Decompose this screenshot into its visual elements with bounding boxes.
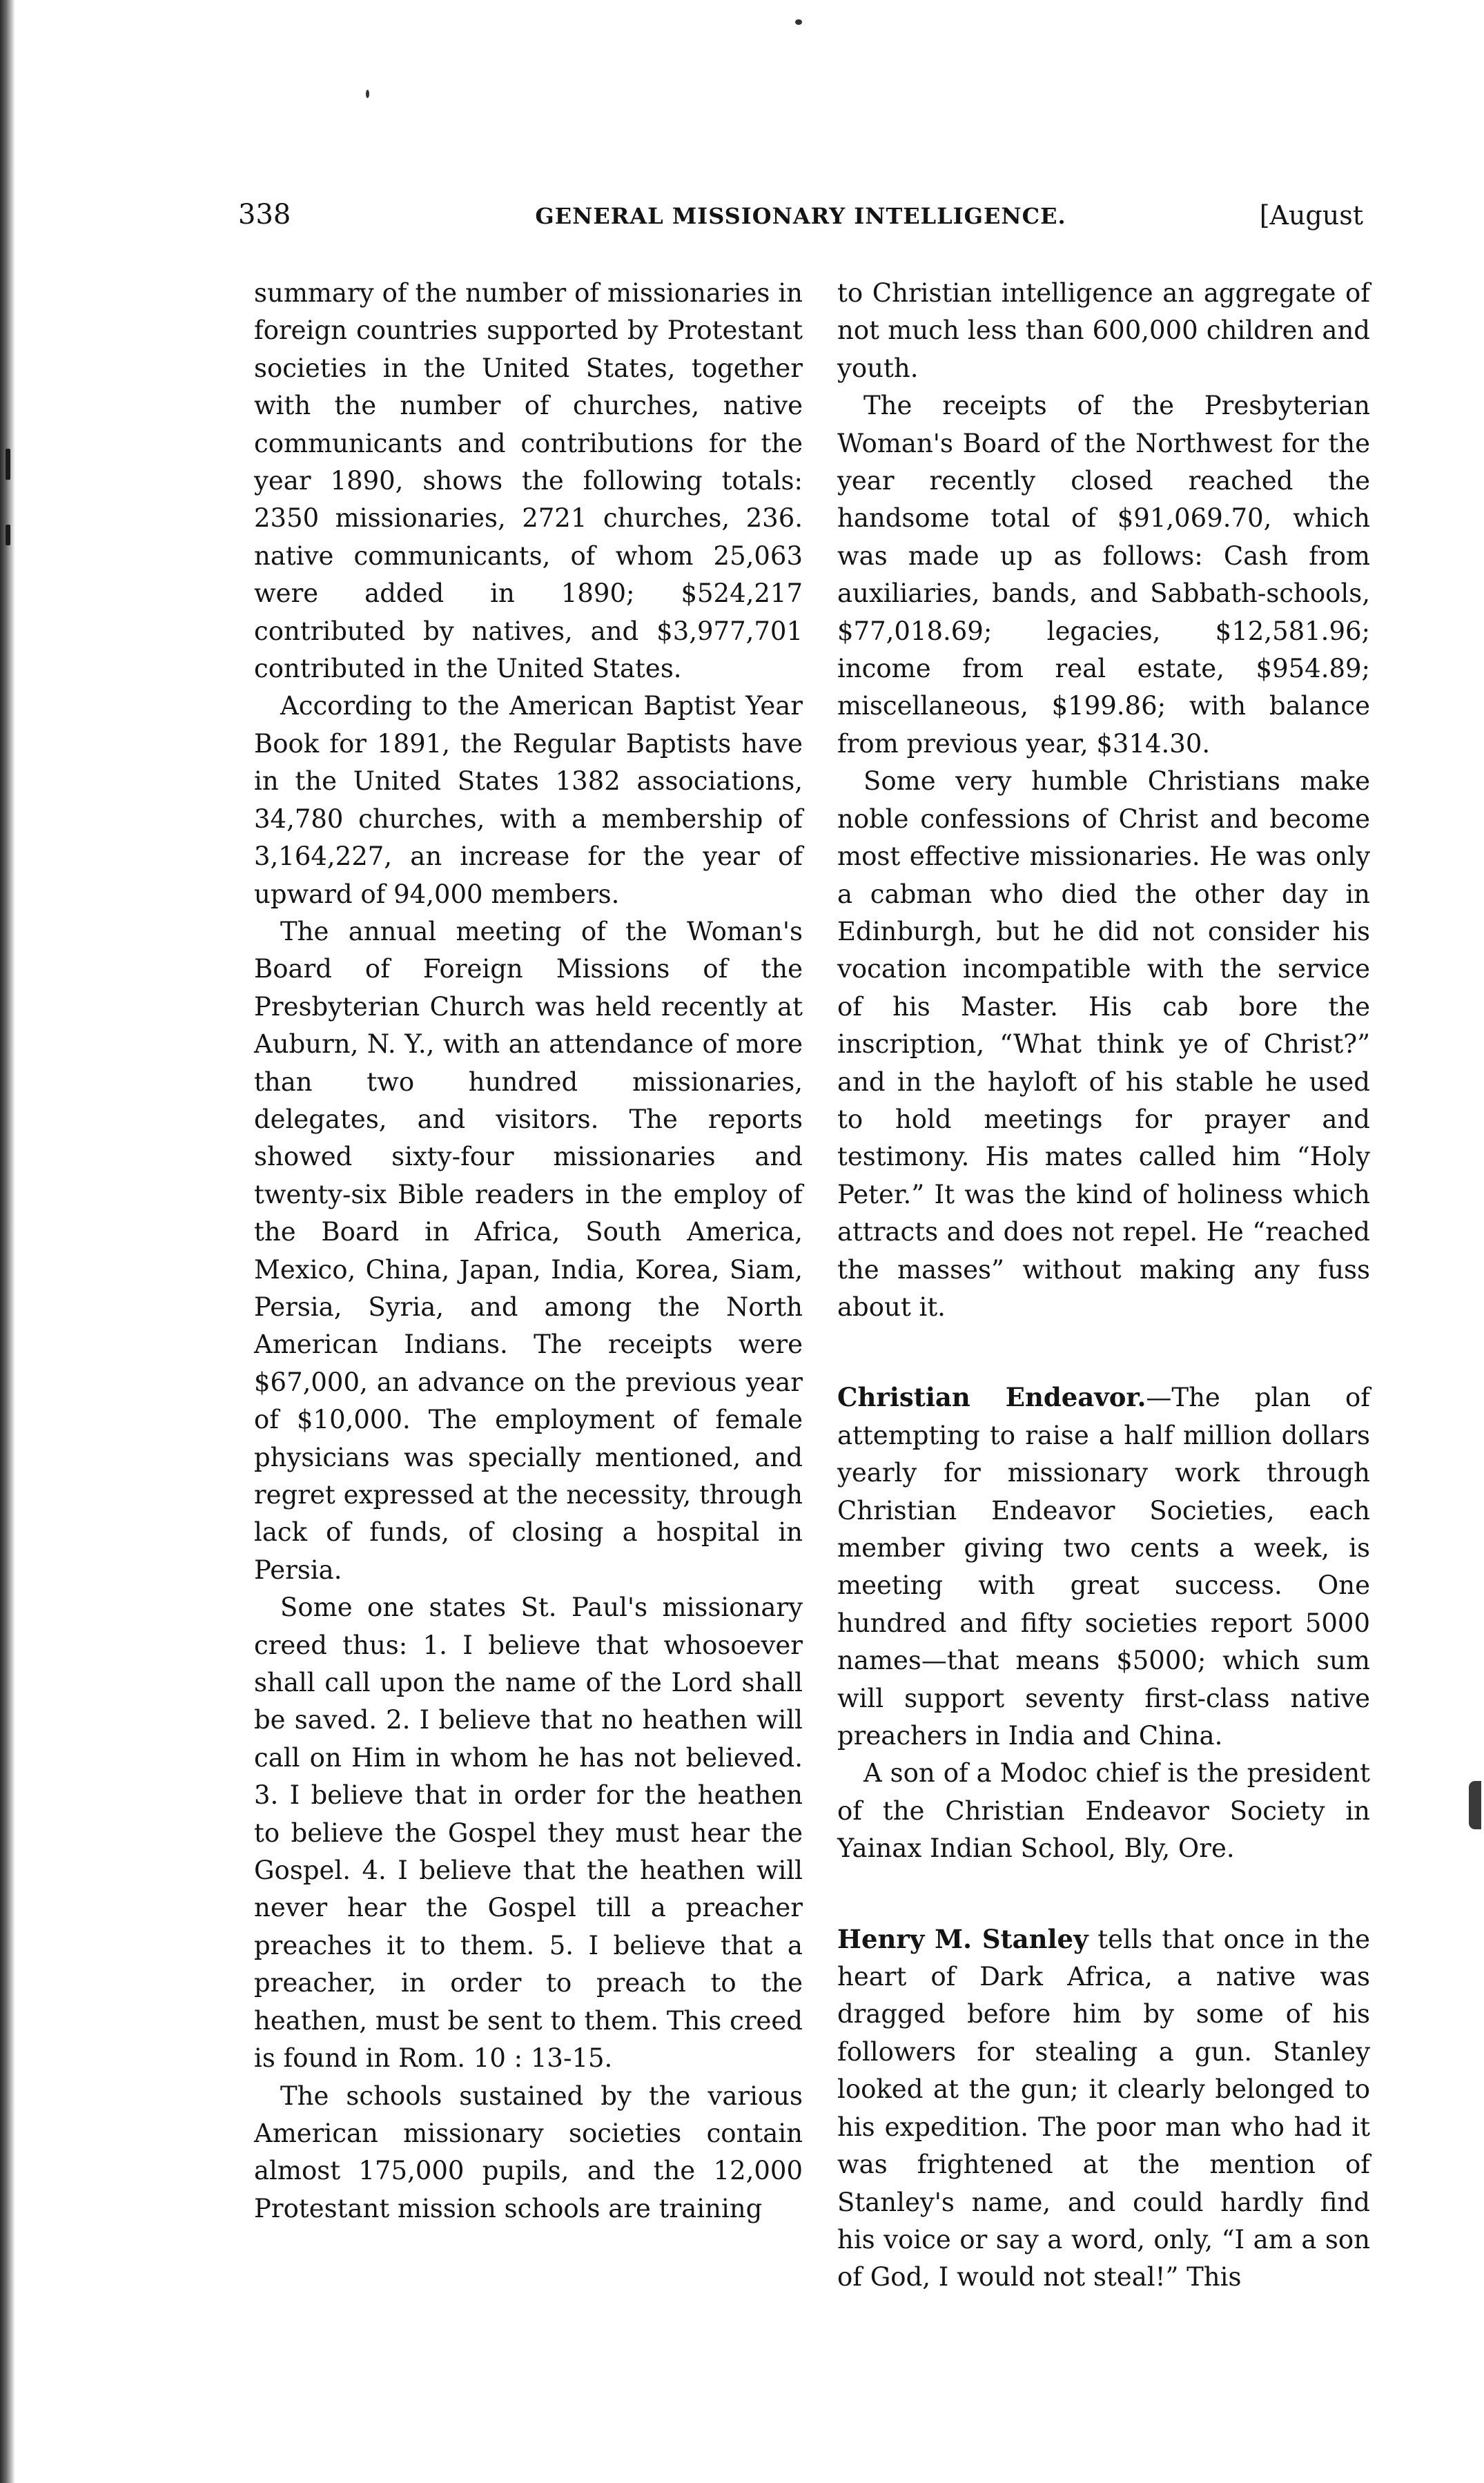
paragraph-text: —The plan of attempting to raise a half million dollars yearly for missionary work through Christian Endeavor Societies, each member giving two cents a week, is meeting with great success. One hundred and fifty societies report 5000 names—that means $5000; which sum will support seventy first-class native preachers in India and China. <box>837 1383 1370 1751</box>
page-number: 338 <box>238 199 291 231</box>
paragraph-text: tells that once in the heart of Dark Africa, a native was dragged before him by some of his followers for stealing a gun. Stanley looked at the gun; it clearly belonged to his expedition. The poor man who had it was frightened at the mention of Stanley's name, and could hardly find his voice or say a word, only, “I am a son of God, I would not steal!” This <box>837 1924 1370 2292</box>
running-title: GENERAL MISSIONARY INTELLIGENCE. <box>535 203 1066 229</box>
paragraph: The schools sustained by the various American missionary societies contain almost 175,000 pupils, and the 12,000 Protestant mission schools are training <box>254 2081 803 2223</box>
issue-month: [August <box>1259 200 1363 231</box>
paragraph: summary of the number of missionaries in foreign countries supported by Protestant societies in the United States, together with the number of churches, native communicants and contributions for the year 1890, shows the following totals: 2350 missionaries, 2721 churches, 236. native communicants, of whom 25,063 were added in 1890; $524,217 contributed by natives, and $3,977,701 contributed in the United States. <box>254 278 803 684</box>
section-lead: Christian Endeavor. <box>837 1382 1146 1413</box>
paragraph: Some very humble Christians make noble confessions of Christ and become most effective missionaries. He was only a cabman who died the other day in Edinburgh, but he did not consider his vocation incompatible with the service of his Master. His cab bore the inscription, “What think ye of Christ?” and in the hayloft of his stable he used to hold meetings for prayer and testimony. His mates called him “Holy Peter.” It was the kind of holiness which attracts and does not repel. He “reached the masses” without making any fuss about it. <box>837 766 1370 1322</box>
margin-mark <box>6 449 10 480</box>
section-paragraph <box>837 1920 1370 2297</box>
right-column <box>837 275 1370 2297</box>
speck <box>795 19 802 25</box>
scanned-page-edge <box>0 0 15 2483</box>
margin-mark <box>6 525 10 545</box>
margin-mark <box>1469 1781 1481 1829</box>
paragraph: The annual meeting of the Woman's Board of Foreign Missions of the Presbyterian Church was held recently at Auburn, N. Y., with an attendance of more than two hundred missionaries, delegates, and visitors. The reports showed sixty-four missionaries and twenty-six Bible readers in the employ of the Board in Africa, South America, Mexico, China, Japan, India, Korea, Siam, Persia, Syria, and among the North American Indians. The receipts were $67,000, an advance on the previous year of $10,000. The employment of female physicians was specially mentioned, and regret expressed at the necessity, through lack of funds, of closing a hospital in Persia. <box>254 916 803 1585</box>
section-paragraph <box>837 1379 1370 1755</box>
paragraph: to Christian intelligence an aggregate of not much less than 600,000 children and youth. <box>837 278 1370 383</box>
paragraph: According to the American Baptist Year Book for 1891, the Regular Baptists have in the United States 1382 associations, 34,780 churches, with a membership of 3,164,227, an increase for the year of upward of 94,000 members. <box>254 691 803 909</box>
paragraph: Some one states St. Paul's missionary creed thus: 1. I believe that whosoever shall call upon the name of the Lord shall be saved. 2. I believe that no heathen will call on Him in whom he has not believed. 3. I believe that in order for the heathen to believe the Gospel they must hear the Gospel. 4. I believe that the heathen will never hear the Gospel till a preacher preaches it to them. 5. I believe that a preacher, in order to preach to the heathen, must be sent to them. This creed is found in Rom. 10 : 13-15. <box>254 1593 803 2074</box>
speck <box>366 90 369 98</box>
paragraph: The receipts of the Presbyterian Woman's Board of the Northwest for the year recently closed reached the handsome total of $91,069.70, which was made up as follows: Cash from auxiliaries, bands, and Sabbath-schools, $77,018.69; legacies, $12,581.96; income from real estate, $954.89; miscellaneous, $199.86; with balance from previous year, $314.30. <box>837 391 1370 759</box>
paragraph: A son of a Modoc chief is the president of the Christian Endeavor Society in Yainax Indian School, Bly, Ore. <box>837 1758 1370 1864</box>
left-column <box>254 275 803 2228</box>
running-header <box>238 199 1363 247</box>
section-lead: Henry M. Stanley <box>837 1923 1088 1954</box>
